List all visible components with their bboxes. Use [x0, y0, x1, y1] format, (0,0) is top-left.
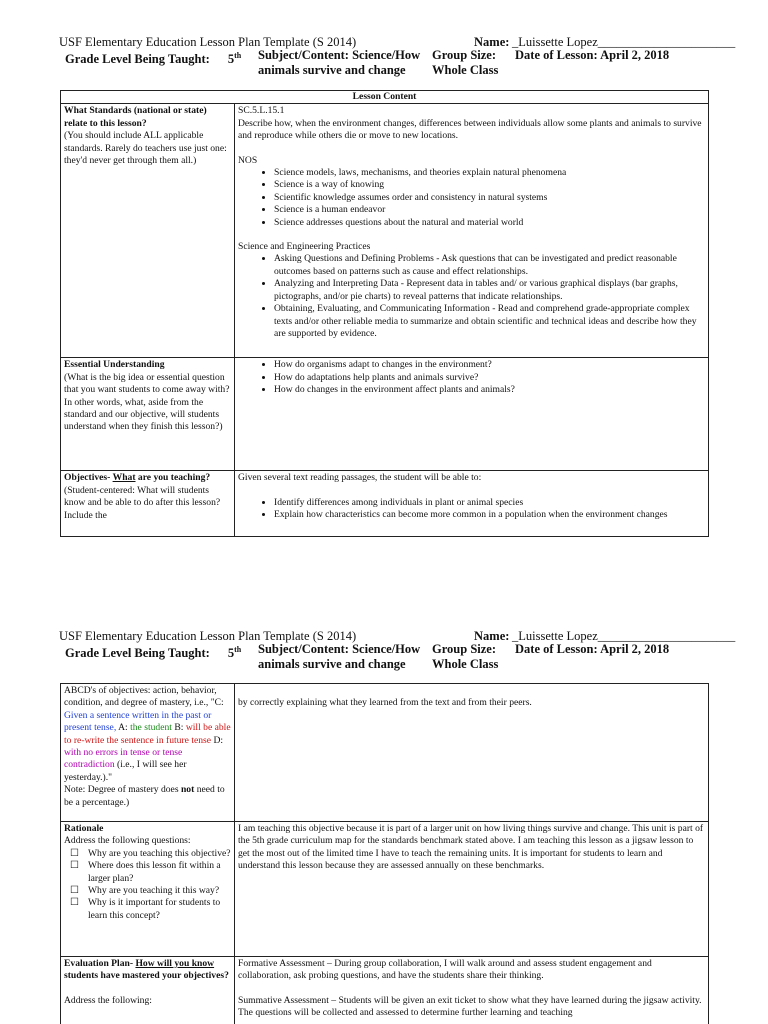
essential-label: Essential Understanding	[64, 359, 165, 371]
list-item: • How do organisms adapt to changes in the environment?	[274, 359, 705, 371]
practices-title: Science and Engineering Practices	[238, 241, 371, 253]
template-title: USF Elementary Education Lesson Plan Template (S 2014)	[59, 629, 357, 643]
subject-continuation: animals survive and change	[258, 63, 406, 77]
evaluation-label-post: students have mastered your objectives?	[64, 970, 229, 982]
abcd-condition: Given a sentence written in the past or present tense,	[64, 709, 212, 734]
list-item: ☐ Why are you teaching this objective?	[78, 848, 231, 860]
essential-note: (What is the big idea or essential question that you want students to come away with? In other words, what, aside from the standard and our objective, will students understand when they finish this lesson?)	[64, 371, 230, 433]
evaluation-label-pre: Evaluation Plan-	[64, 958, 134, 969]
list-item: • Science is a way of knowing	[274, 179, 705, 191]
abcd-intro: ABCD's of objectives: action, behavior, condition, and degree of mastery, i.e., "C:	[64, 685, 224, 709]
nos-title: NOS	[238, 154, 258, 166]
abcd-note-post: need to be a percentage.)	[64, 784, 225, 808]
objectives-intro: Given several text reading passages, the student will be able to:	[238, 472, 482, 484]
evaluation-sub: Address the following:	[64, 994, 152, 1006]
abcd-d-label: D:	[213, 734, 224, 746]
name-value: _Luissette Lopez______________________	[512, 35, 736, 49]
abcd-right-text: by correctly explaining what they learned from the text and from their peers.	[238, 697, 532, 708]
name-value: _Luissette Lopez______________________	[512, 629, 736, 643]
standard-description: Describe how, when the environment changes, differences between individuals allow some plants and animals to survive and reproduce while others die or move to new locations.	[238, 117, 702, 142]
abcd-row	[61, 684, 709, 822]
rationale-checklist	[64, 848, 231, 922]
page-2	[0, 622, 768, 1024]
group-size-value: Whole Class	[432, 657, 499, 671]
list-item: ☐ Why are you teaching it this way?	[78, 885, 231, 897]
objectives-label-what: What	[112, 472, 136, 484]
list-item: ☐ Why is it important for students to learn this concept?	[78, 897, 231, 922]
essential-list	[238, 359, 705, 396]
lesson-content-table-continued	[60, 683, 709, 1024]
grade-label: Grade Level Being Taught:	[65, 52, 210, 67]
objectives-label-post: are you teaching?	[137, 472, 211, 484]
date-of-lesson: Date of Lesson: April 2, 2018	[515, 642, 670, 656]
abcd-a-label: A:	[118, 722, 128, 734]
list-item: • How do adaptations help plants and animals survive?	[274, 372, 705, 384]
abcd-b-label: B:	[174, 722, 184, 734]
practices-list	[238, 253, 705, 340]
nos-list	[238, 167, 705, 229]
formative-assessment: Formative Assessment – During group collaboration, I will walk around and assess student engagement and collaboration, ask probing questions, and have the students share their thinking.	[238, 958, 652, 982]
group-size-label: Group Size:	[432, 48, 497, 62]
list-item: • Asking Questions and Defining Problems - Ask questions that can be investigated and predict reasonable outcomes based on patterns such as cause and effect relationships.	[274, 253, 705, 278]
group-size-label: Group Size:	[432, 642, 497, 656]
abcd-behavior: will be able to re-write the sentence in future tense	[64, 722, 231, 746]
abcd-example: (i.e., I will see her yesterday.)."	[64, 759, 187, 783]
list-item: • Science models, laws, mechanisms, and theories explain natural phenomena	[274, 167, 705, 179]
abcd-audience: the student	[130, 722, 172, 734]
rationale-text: I am teaching this objective because it is part of a larger unit on how living things survive and change. This unit is part of the 5th grade curriculum map for the standards benchmark stated above. I am teaching this lesson as a jigsaw lesson to get the most out of the limited time I have to teach the remaining units. It is important for students to learn and understand this lesson because they are assessed annually on these benchmarks.	[238, 823, 704, 872]
summative-assessment: Summative Assessment – Students will be given an exit ticket to show what they have learned during the jigsaw activity. The questions will be collected and assessed to determine further learning and teaching	[238, 994, 702, 1019]
name-label: Name:	[474, 35, 510, 49]
grade-suffix: th	[234, 645, 242, 654]
template-title: USF Elementary Education Lesson Plan Template (S 2014)	[59, 35, 357, 49]
subject-label: Subject/Content: Science/How	[258, 48, 421, 62]
list-item: • Science is a human endeavor	[274, 204, 705, 216]
list-item: • Obtaining, Evaluating, and Communicating Information - Read and comprehend grade-appropriate complex texts and/or other reliable media to summarize and obtain scientific and technical ideas and describe how they are supported by evidence.	[274, 303, 705, 340]
objectives-label-pre: Objectives-	[64, 472, 111, 484]
essential-understanding-row	[61, 358, 709, 471]
list-item: • How do changes in the environment affect plants and animals?	[274, 384, 705, 396]
list-item: • Science addresses questions about the natural and material world	[274, 217, 705, 229]
abcd-degree: with no errors in tense or tense contradiction	[64, 747, 183, 771]
table-header: Lesson Content	[61, 91, 709, 104]
rationale-label: Rationale	[64, 823, 104, 834]
evaluation-row	[61, 957, 709, 1024]
objectives-note: (Student-centered: What will students know and be able to do after this lesson? Include the	[64, 484, 221, 521]
abcd-note-not: not	[180, 784, 195, 796]
group-size-value: Whole Class	[432, 63, 499, 77]
name-label: Name:	[474, 629, 510, 643]
grade-value: 5	[227, 646, 235, 661]
date-of-lesson: Date of Lesson: April 2, 2018	[515, 48, 670, 62]
evaluation-label-how: How will you know	[135, 958, 215, 969]
standard-code: SC.5.L.15.1	[238, 105, 285, 117]
standards-label: What Standards (national or state) relate to this lesson?	[64, 105, 207, 129]
list-item: • Scientific knowledge assumes order and consistency in natural systems	[274, 192, 705, 204]
list-item: • Explain how characteristics can become more common in a population when the environment changes	[274, 509, 705, 521]
list-item: ☐ Where does this lesson fit within a larger plan?	[78, 860, 231, 885]
subject-continuation: animals survive and change	[258, 657, 406, 671]
list-item: • Analyzing and Interpreting Data - Represent data in tables and/ or various graphical displays (bar graphs, pictographs, and/or pie charts) to reveal patterns that indicate relationships.	[274, 278, 705, 303]
lesson-content-table	[60, 90, 709, 537]
abcd-note-pre: Note: Degree of mastery does	[64, 784, 179, 796]
objectives-row	[61, 471, 709, 537]
objectives-list	[238, 497, 705, 522]
standards-note: (You should include ALL applicable standards. Rarely do teachers use just one: they'd never get through them all.)	[64, 130, 227, 167]
list-item: • Identify differences among individuals in plant or animal species	[274, 497, 705, 509]
grade-suffix: th	[234, 51, 242, 60]
standards-row	[61, 104, 709, 358]
grade-value: 5	[227, 52, 235, 67]
rationale-sub: Address the following questions:	[64, 835, 191, 847]
rationale-row	[61, 822, 709, 957]
subject-label: Subject/Content: Science/How	[258, 642, 421, 656]
grade-label: Grade Level Being Taught:	[65, 646, 210, 661]
